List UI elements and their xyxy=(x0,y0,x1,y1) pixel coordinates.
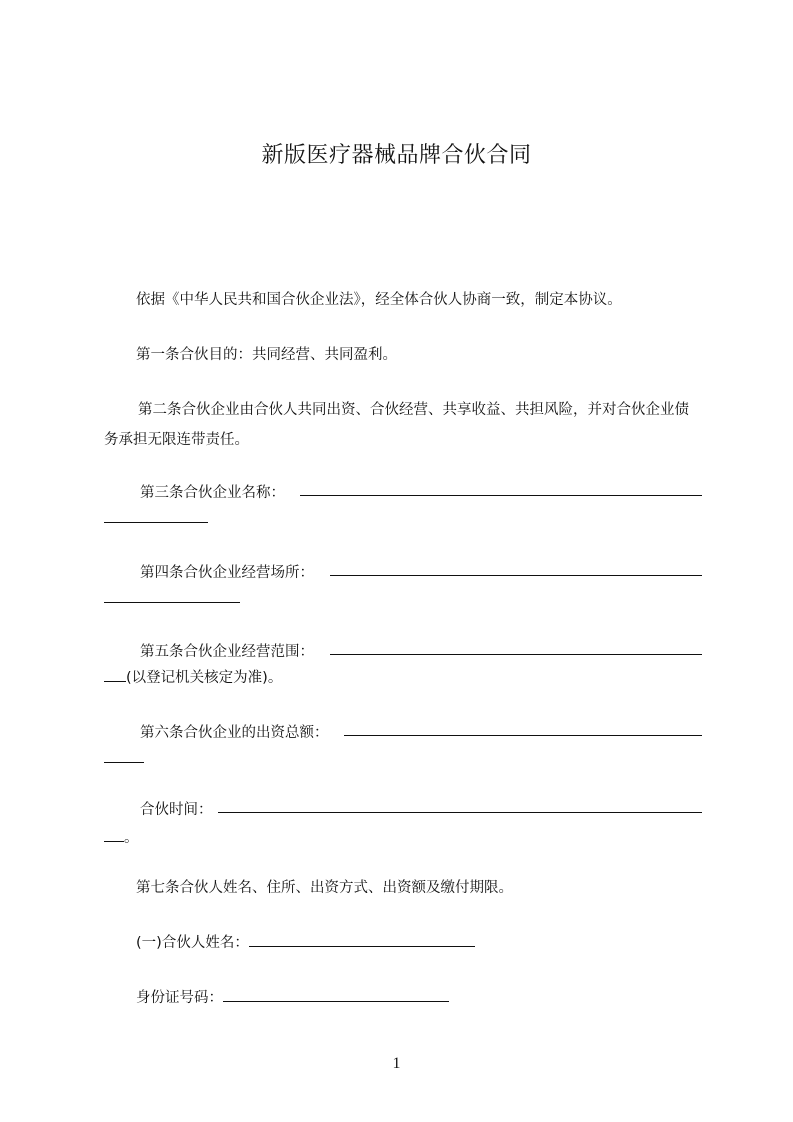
article-5-blank-continued xyxy=(104,664,126,682)
article-3-label: 第三条合伙企业名称： xyxy=(140,485,285,501)
article-6-label: 第六条合伙企业的出资总额： xyxy=(140,725,329,741)
id-number-blank xyxy=(223,984,449,1002)
article-6-blank-continued xyxy=(104,745,144,763)
article-5-continued xyxy=(104,663,702,693)
article-5-label: 第五条合伙企业经营范围： xyxy=(140,644,314,660)
intro-paragraph: 依据《中华人民共和国合伙企业法》，经全体合伙人协商一致，制定本协议。 xyxy=(136,292,622,308)
article-7: 第七条合伙人姓名、住所、出资方式、出资额及缴付期限。 xyxy=(136,880,513,896)
term-continued xyxy=(104,823,702,853)
partner-name-line xyxy=(104,928,734,958)
partner-name-blank xyxy=(249,929,475,947)
article-3-blank-continued xyxy=(104,505,208,523)
page-number: 1 xyxy=(392,1055,401,1072)
article-5-suffix: (以登记机关核定为准)。 xyxy=(126,670,283,686)
article-3-blank xyxy=(300,478,702,496)
article-6-blank xyxy=(344,718,702,736)
article-5-blank xyxy=(330,637,702,655)
article-4-label: 第四条合伙企业经营场所： xyxy=(140,565,314,581)
term-line xyxy=(104,795,702,825)
term-blank xyxy=(218,795,702,813)
article-1: 第一条合伙目的：共同经营、共同盈利。 xyxy=(136,347,397,363)
document-title: 新版医疗器械品牌合伙合同 xyxy=(261,143,532,168)
article-2: 第二条合伙企业由合伙人共同出资、合伙经营、共享收益、共担风险，并对合伙企业债务承担无限连带责任。 xyxy=(104,402,689,448)
id-number-line xyxy=(104,983,734,1013)
article-4-blank-continued xyxy=(104,585,240,603)
term-label: 合伙时间： xyxy=(140,802,213,818)
partner-name-label: (一)合伙人姓名： xyxy=(136,935,249,951)
article-4-blank xyxy=(330,558,702,576)
term-blank-continued xyxy=(104,824,124,842)
term-suffix: 。 xyxy=(124,830,139,846)
id-number-label: 身份证号码： xyxy=(136,990,223,1006)
